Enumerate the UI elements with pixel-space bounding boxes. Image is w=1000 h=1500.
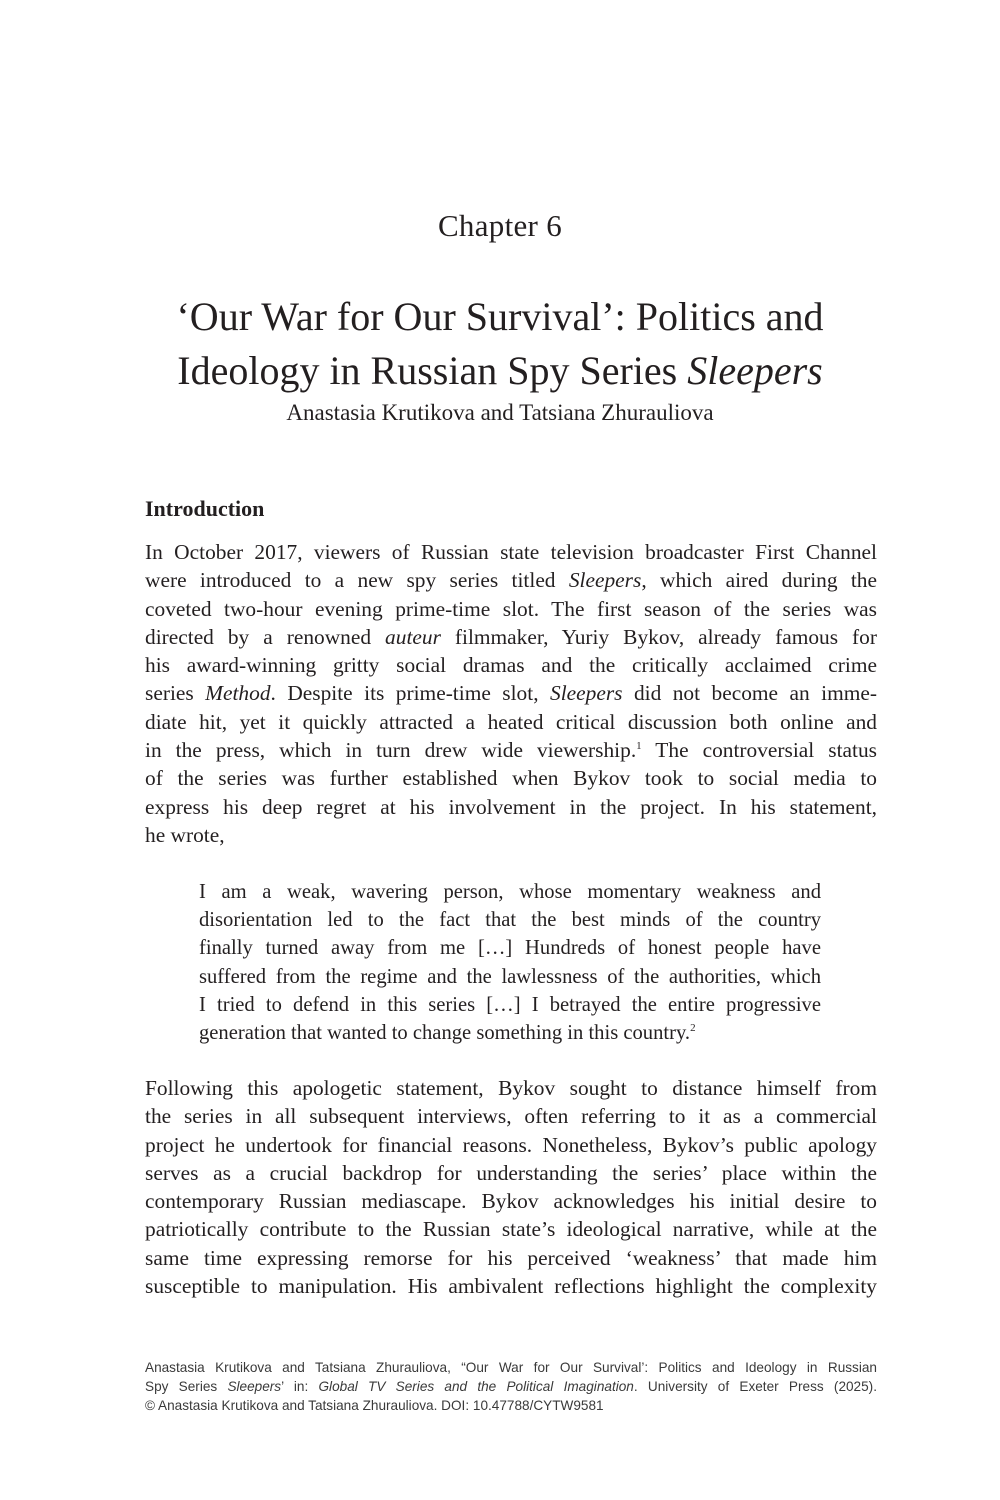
book-title: Global TV Series and the Political Imagination	[318, 1379, 634, 1394]
citation-line: © Anastasia Krutikova and Tatsiana Zhurauliova. DOI: 10.47788/CYTW9581	[145, 1398, 604, 1413]
chapter-authors: Anastasia Krutikova and Tatsiana Zhurauliova	[286, 400, 714, 425]
text-line: contemporary Russian mediascape. Bykov acknowledges his initial desire to	[145, 1189, 877, 1214]
text-line: coveted two-hour evening prime-time slot. The first season of the series was	[145, 596, 877, 621]
quote-line: I am a weak, wavering person, whose momentary weakness and	[199, 881, 821, 903]
text-line: in the press, which in turn drew wide viewership.$^1$ The controversial status	[145, 738, 877, 763]
text-line: were introduced to a new spy series titled Sleepers, which aired during the	[145, 568, 877, 593]
italic-title: Sleepers	[227, 1379, 282, 1394]
text-line: project he undertook for financial reasons. Nonetheless, Bykov’s public apology	[145, 1132, 877, 1157]
italic-title: Sleepers	[550, 681, 623, 706]
footnote-ref-1[interactable]: 1	[636, 740, 642, 753]
chapter-title-line-2	[100, 344, 900, 398]
text-line: express his deep regret at his involvement in the project. In his statement,	[145, 794, 877, 819]
chapter-title-line-1: ‘Our War for Our Survival’: Politics and	[176, 294, 824, 339]
text-line: he wrote,	[145, 822, 225, 847]
text-line: his award-winning gritty social dramas and the critically acclaimed crime	[145, 653, 877, 678]
italic-title: Method	[205, 681, 271, 706]
chapter-title-line-2-text: Ideology in Russian Spy Series	[177, 348, 688, 393]
text-line: directed by a renowned auteur filmmaker, Yuriy Bykov, already famous for	[145, 624, 877, 649]
quote-line: finally turned away from me […] Hundreds of honest people have	[199, 937, 821, 960]
chapter-title-series-name: Sleepers	[687, 348, 823, 393]
footnote-ref-2[interactable]: 2	[690, 1021, 696, 1034]
text-line: patriotically contribute to the Russian state’s ideological narrative, while at the	[145, 1217, 877, 1242]
body-paragraph-1	[145, 538, 877, 849]
quote-line: generation that wanted to change something in this country.$^2$	[199, 1021, 696, 1044]
citation-line: Spy Series Sleepers’ in: Global TV Series and the Political Imagination. University of Exeter Press (2025).	[145, 1379, 877, 1394]
section-heading: Introduction	[145, 496, 265, 521]
body-paragraph-2	[145, 1074, 877, 1300]
text-line: of the series was further established when Bykov took to social media to	[145, 766, 877, 791]
text-line: same time expressing remorse for his perceived ‘weakness’ that made him	[145, 1245, 877, 1270]
quote-line: I tried to defend in this series […] I betrayed the entire progressive	[199, 993, 821, 1016]
text-line: serves as a crucial backdrop for understanding the series’ place within the	[145, 1160, 877, 1185]
citation-line: Anastasia Krutikova and Tatsiana Zhurauliova, “Our War for Our Survival’: Politics and Ideology in Russian	[145, 1360, 877, 1375]
italic-term: auteur	[385, 624, 441, 649]
chapter-label: Chapter 6	[437, 208, 563, 243]
text-line: the series in all subsequent interviews, often referring to it as a commercial	[145, 1104, 877, 1129]
quote-line: suffered from the regime and the lawlessness of the authorities, which	[199, 965, 821, 988]
text-line: series Method. Despite its prime-time slot, Sleepers did not become an imme-	[145, 681, 877, 706]
italic-title: Sleepers	[568, 568, 642, 593]
text-line: diate hit, yet it quickly attracted a heated critical discussion both online and	[145, 709, 877, 734]
text-line: Following this apologetic statement, Bykov sought to distance himself from	[145, 1076, 877, 1100]
chapter-title	[100, 290, 900, 398]
text-line: susceptible to manipulation. His ambivalent reflections highlight the complexity	[145, 1274, 877, 1299]
quote-line: disorientation led to the fact that the best minds of the country	[199, 909, 821, 932]
block-quote	[199, 878, 821, 1047]
text-line: In October 2017, viewers of Russian state television broadcaster First Channel	[145, 540, 877, 564]
citation-footer	[145, 1358, 877, 1415]
